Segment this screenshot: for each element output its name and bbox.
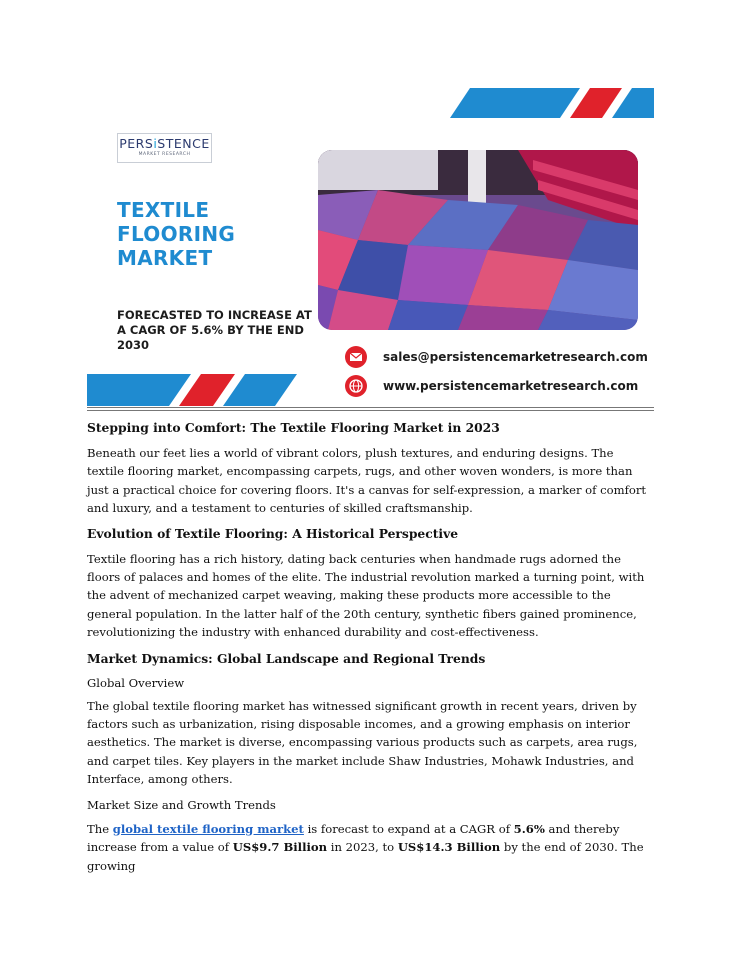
paragraph: Textile flooring has a rich history, dating back centuries when handmade rugs adorned the floors of palaces and homes of the elite. The industrial revolution marked a turning point, with the advent of mechanized carpet weaving, making these products more accessible to the general population. In the latter half of the 20th century, synthetic fibers gained prominence, revolutionizing the industry with enhanced durability and cost-effectiveness. [87,551,645,640]
divider-line [87,407,654,408]
company-logo [117,133,212,163]
decorative-stripes-top [450,88,654,118]
subheading: Global Overview [87,675,185,690]
email-address[interactable]: sales@persistencemarketresearch.com [383,350,648,364]
section-heading: Market Dynamics: Global Landscape and Regional Trends [87,650,486,666]
paragraph: Beneath our feet lies a world of vibrant colors, plush textures, and enduring designs. The textile flooring market, encompassing carpets, rugs, and other woven wonders, is more than just a practical choice for covering floors. It's a canvas for self-expression, a marker of comfort and luxury, and a testament to centuries of skilled craftsmanship. [87,446,647,516]
decorative-stripes-bottom [87,374,297,406]
email-icon [345,346,367,368]
article-body [87,418,654,875]
logo-wordmark: PERSiSTENCE [119,136,210,151]
contact-website[interactable] [345,375,638,397]
market-report-link[interactable]: global textile flooring market [112,821,304,836]
contact-email[interactable] [345,346,648,368]
banner-title: TEXTILE FLOORING MARKET [117,198,236,270]
carpet-photo [318,150,638,330]
logo-tagline: MARKET RESEARCH [138,152,191,157]
subheading: Market Size and Growth Trends [87,797,276,812]
section-heading: Evolution of Textile Flooring: A Historical Perspective [87,525,459,541]
paragraph: The global textile flooring market has witnessed significant growth in recent years, driven by factors such as urbanization, rising disposable incomes, and a growing emphasis on interior aesthetics. The market is diverse, encompassing various products such as carpets, area rugs, and carpet tiles. Key players in the market include Shaw Industries, Mohawk Industries, and Interface, among others. [87,698,638,787]
divider-line [87,410,654,411]
globe-icon [345,375,367,397]
section-heading: Stepping into Comfort: The Textile Flooring Market in 2023 [87,420,500,435]
website-url[interactable]: www.persistencemarketresearch.com [383,379,639,393]
forecast-text: FORECASTED TO INCREASE AT A CAGR OF 5.6% BY THE END 2030 [117,308,312,352]
paragraph: The global textile flooring market is forecast to expand at a CAGR of 5.6% and thereby increase from a value of US$9.7 Billion in 2023, to US$14.3 Billion by the end of 2030. The growing [87,821,644,873]
